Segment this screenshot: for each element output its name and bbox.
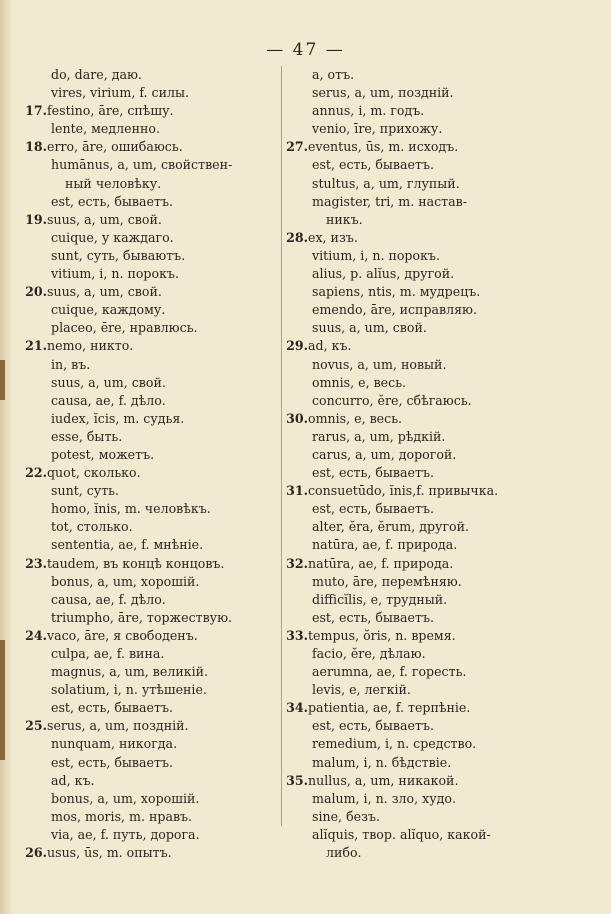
vocab-entry xyxy=(20,356,282,374)
entry-text: rarus, a, um, рѣдкій. xyxy=(308,428,446,444)
vocab-entry xyxy=(281,663,553,681)
vocab-entry xyxy=(20,410,282,428)
vocab-entry xyxy=(20,555,282,573)
vocab-entry xyxy=(281,66,553,84)
entry-text: omnis, e, весь. xyxy=(308,374,407,390)
entry-text: cuique, каждому. xyxy=(47,302,166,318)
vocab-entry xyxy=(20,392,282,410)
entry-number: 29. xyxy=(286,338,308,354)
entry-number: 17. xyxy=(25,103,47,119)
entry-text: taudem, въ концѣ концовъ. xyxy=(47,555,225,571)
vocab-entry xyxy=(20,229,282,247)
entry-text: vires, virium, f. силы. xyxy=(47,85,190,101)
vocab-entry xyxy=(281,283,553,301)
entry-text: iudex, ĭcis, m. судья. xyxy=(47,410,185,426)
entry-text: suus, a, um, свой. xyxy=(47,211,162,227)
entry-text: nunquam, никогда. xyxy=(47,736,178,752)
entry-text: potest, можетъ. xyxy=(47,446,155,462)
vocab-entry xyxy=(281,627,553,645)
entry-text: sapiens, ntis, m. мудрецъ. xyxy=(308,284,481,300)
vocab-entry xyxy=(281,156,553,174)
vocab-entry xyxy=(281,392,553,410)
entry-text: difficĭlis, e, трудный. xyxy=(308,591,448,607)
vocab-entry xyxy=(20,808,282,826)
vocab-entry xyxy=(281,319,553,337)
entry-text: annus, i, m. годъ. xyxy=(308,103,425,119)
entry-text: est, есть, бываетъ. xyxy=(308,157,434,173)
entry-text: sunt, суть, бываютъ. xyxy=(47,247,186,263)
entry-number: 21. xyxy=(25,338,47,354)
binding-mark xyxy=(0,640,5,760)
vocab-entry xyxy=(20,754,282,772)
vocab-entry xyxy=(281,428,553,446)
entry-text: causa, ae, f. дѣло. xyxy=(47,591,166,607)
entry-text: ный человѣку. xyxy=(61,175,162,191)
entry-text: natūra, ae, f. природа. xyxy=(308,537,458,553)
entry-text: carus, a, um, дорогой. xyxy=(308,446,457,462)
entry-text: quot, сколько. xyxy=(47,465,141,481)
vocab-entry xyxy=(20,645,282,663)
vocab-entry xyxy=(20,120,282,138)
entry-text: do, dare, даю. xyxy=(47,67,142,82)
vocab-entry xyxy=(20,265,282,283)
entry-text: est, есть, бываетъ. xyxy=(308,501,434,517)
entry-text: solatium, i, n. утѣшеніе. xyxy=(47,682,207,698)
vocab-entry xyxy=(20,717,282,735)
vocab-entry xyxy=(281,555,553,573)
entry-text: patientia, ae, f. терпѣніе. xyxy=(308,700,471,716)
entry-text: ex, изъ. xyxy=(308,229,358,245)
entry-text: alter, ĕra, ĕrum, другой. xyxy=(308,519,470,535)
entry-text: malum, i, n. бѣдствіе. xyxy=(308,754,452,770)
entry-text: bonus, a, um, хорошій. xyxy=(47,790,200,806)
vocab-entry xyxy=(20,500,282,518)
entry-text: bonus, a, um, хорошій. xyxy=(47,573,200,589)
entry-text: festino, āre, спѣшу. xyxy=(47,103,174,119)
vocab-entry xyxy=(281,844,553,862)
vocab-entry xyxy=(281,84,553,102)
entry-text: est, есть, бываетъ. xyxy=(308,465,434,481)
entry-text: remedium, i, n. средство. xyxy=(308,736,477,752)
vocab-entry xyxy=(20,301,282,319)
entry-text: malum, i, n. зло, худо. xyxy=(308,790,457,806)
entry-number: 24. xyxy=(25,627,47,643)
vocab-entry xyxy=(20,663,282,681)
entry-text: magister, tri, m. настав- xyxy=(308,193,468,209)
vocab-entry xyxy=(281,645,553,663)
entry-number: 22. xyxy=(25,465,47,481)
vocab-entry xyxy=(281,229,553,247)
entry-text: tempus, ŏris, n. время. xyxy=(308,627,456,643)
entry-text: stultus, a, um, глупый. xyxy=(308,175,460,191)
entry-number: 19. xyxy=(25,211,47,227)
entry-text: cuique, у каждаго. xyxy=(47,229,174,245)
vocab-entry xyxy=(281,301,553,319)
entry-text: erro, āre, ошибаюсь. xyxy=(47,139,183,155)
entry-number: 30. xyxy=(286,410,308,426)
vocab-entry xyxy=(20,699,282,717)
vocab-entry xyxy=(20,175,282,193)
vocab-entry xyxy=(281,446,553,464)
entry-text: serus, a, um, поздній. xyxy=(47,718,189,734)
entry-text: tot, столько. xyxy=(47,519,133,535)
vocab-entry xyxy=(20,84,282,102)
vocab-entry xyxy=(281,337,553,355)
vocab-entry xyxy=(20,102,282,120)
entry-text: omnis, e, весь. xyxy=(308,410,403,426)
entry-text: mos, moris, m. нравъ. xyxy=(47,808,193,824)
vocab-entry xyxy=(281,500,553,518)
vocab-entry xyxy=(281,808,553,826)
vocab-entry xyxy=(281,717,553,735)
vocab-entry xyxy=(281,211,553,229)
entry-number: 34. xyxy=(286,700,308,716)
entry-number: 35. xyxy=(286,772,308,788)
vocab-entry xyxy=(20,826,282,844)
vocab-entry xyxy=(281,193,553,211)
entry-number: 26. xyxy=(25,845,47,861)
vocab-entry xyxy=(20,283,282,301)
entry-text: sunt, суть. xyxy=(47,483,120,499)
vocab-entry xyxy=(20,482,282,500)
vocab-entry xyxy=(20,536,282,554)
entry-text: serus, a, um, поздній. xyxy=(308,85,454,101)
entry-text: vaco, āre, я свободенъ. xyxy=(47,627,198,643)
vocab-entry xyxy=(281,609,553,627)
entry-text: a, отъ. xyxy=(308,67,355,82)
vocab-entry xyxy=(20,337,282,355)
entry-number: 32. xyxy=(286,555,308,571)
entry-text: emendo, āre, исправляю. xyxy=(308,302,478,318)
entry-text: vitium, i, n. порокъ. xyxy=(47,266,179,282)
entry-text: sententia, ae, f. мнѣніе. xyxy=(47,537,204,553)
entry-text: lente, медленно. xyxy=(47,121,160,137)
vocab-entry xyxy=(281,175,553,193)
vocab-entry xyxy=(281,464,553,482)
vocab-entry xyxy=(20,591,282,609)
entry-text: est, есть, бываетъ. xyxy=(308,718,434,734)
vocab-entry xyxy=(281,826,553,844)
vocab-entry xyxy=(20,844,282,862)
vocab-entry xyxy=(281,102,553,120)
entry-text: in, въ. xyxy=(47,356,91,372)
entry-text: levis, e, легкій. xyxy=(308,682,411,698)
vocab-entry xyxy=(281,138,553,156)
vocab-entry xyxy=(281,591,553,609)
entry-text: est, есть, бываетъ. xyxy=(47,754,173,770)
entry-text: causa, ae, f. дѣло. xyxy=(47,392,166,408)
entry-text: placeo, ēre, нравлюсь. xyxy=(47,320,198,336)
vocab-entry xyxy=(20,627,282,645)
entry-text: triumpho, āre, торжествую. xyxy=(47,609,233,625)
vocab-entry xyxy=(281,772,553,790)
vocab-entry xyxy=(281,735,553,753)
entry-number: 25. xyxy=(25,718,47,734)
vocab-entry xyxy=(20,428,282,446)
entry-text: magnus, a, um, великій. xyxy=(47,664,209,680)
vocab-entry xyxy=(20,518,282,536)
vocab-entry xyxy=(281,265,553,283)
entry-text: alĭquis, твор. alĭquo, какой- xyxy=(308,826,491,842)
vocab-entry xyxy=(281,790,553,808)
binding-mark xyxy=(0,360,5,400)
vocab-entry xyxy=(281,120,553,138)
entry-text: via, ae, f. путь, дорога. xyxy=(47,826,200,842)
entry-text: nemo, никто. xyxy=(47,338,134,354)
entry-text: eventus, ūs, m. исходъ. xyxy=(308,139,459,155)
vocab-entry xyxy=(20,193,282,211)
vocab-entry xyxy=(20,790,282,808)
vocab-entry xyxy=(20,247,282,265)
vocab-entry xyxy=(20,772,282,790)
entry-text: culpa, ae, f. вина. xyxy=(47,646,165,661)
entry-text: suus, a, um, свой. xyxy=(308,320,427,336)
entry-text: consuetūdo, ĭnis,f. привычка. xyxy=(308,483,499,499)
entry-text: aerumna, ae, f. горесть. xyxy=(308,664,467,680)
left-column xyxy=(20,66,282,862)
entry-number: 33. xyxy=(286,627,308,643)
entry-text: muto, āre, перемѣняю. xyxy=(308,573,462,589)
vocab-entry xyxy=(281,410,553,428)
vocab-entry xyxy=(281,754,553,772)
entry-text: est, есть, бываетъ. xyxy=(47,700,173,716)
entry-text: vitium, i, n. порокъ. xyxy=(308,247,440,263)
vocab-entry xyxy=(281,518,553,536)
vocab-entry xyxy=(281,482,553,500)
entry-text: usus, ūs, m. опытъ. xyxy=(47,845,172,861)
vocab-entry xyxy=(20,211,282,229)
entry-text: ad, къ. xyxy=(47,772,95,788)
entry-text: alius, p. alĭus, другой. xyxy=(308,266,455,282)
vocab-entry xyxy=(20,138,282,156)
vocab-entry xyxy=(281,681,553,699)
page-number: — 47 — xyxy=(266,40,345,60)
entry-text: esse, быть. xyxy=(47,428,123,444)
entry-text: est, есть, бываетъ. xyxy=(47,193,173,209)
vocab-entry xyxy=(20,609,282,627)
entry-number: 20. xyxy=(25,284,47,300)
vocab-entry xyxy=(281,536,553,554)
vocab-entry xyxy=(20,374,282,392)
entry-text: humānus, a, um, свойствен- xyxy=(47,157,233,173)
entry-text: novus, a, um, новый. xyxy=(308,356,447,372)
entry-text: natūra, ae, f. природа. xyxy=(308,555,454,571)
entry-text: concurro, ĕre, сбѣгаюсь. xyxy=(308,392,472,408)
vocab-entry xyxy=(20,66,282,84)
vocab-entry xyxy=(20,573,282,591)
entry-number: 31. xyxy=(286,483,308,499)
vocab-entry xyxy=(281,356,553,374)
entry-text: ad, къ. xyxy=(308,338,352,354)
vocab-entry xyxy=(20,156,282,174)
entry-text: никъ. xyxy=(322,211,363,227)
entry-text: suus, a, um, свой. xyxy=(47,284,162,300)
entry-text: facio, ĕre, дѣлаю. xyxy=(308,646,426,661)
entry-text: sine, безъ. xyxy=(308,808,380,824)
entry-text: suus, a, um, свой. xyxy=(47,374,166,390)
vocab-entry xyxy=(20,681,282,699)
vocab-entry xyxy=(281,247,553,265)
vocab-entry xyxy=(281,374,553,392)
entry-number: 28. xyxy=(286,229,308,245)
entry-text: либо. xyxy=(322,845,362,861)
vocab-entry xyxy=(20,464,282,482)
vocab-entry xyxy=(281,573,553,591)
entry-text: homo, ĭnis, m. человѣкъ. xyxy=(47,501,211,517)
right-column xyxy=(281,66,553,862)
entry-text: venio, īre, прихожу. xyxy=(308,121,443,137)
vocab-entry xyxy=(20,319,282,337)
vocab-entry xyxy=(281,699,553,717)
entry-number: 18. xyxy=(25,139,47,155)
entry-text: est, есть, бываетъ. xyxy=(308,609,434,625)
entry-number: 23. xyxy=(25,555,47,571)
entry-number: 27. xyxy=(286,139,308,155)
page-binding-edge xyxy=(0,0,12,914)
vocab-entry xyxy=(20,446,282,464)
entry-text: nullus, a, um, никакой. xyxy=(308,772,459,788)
vocab-entry xyxy=(20,735,282,753)
